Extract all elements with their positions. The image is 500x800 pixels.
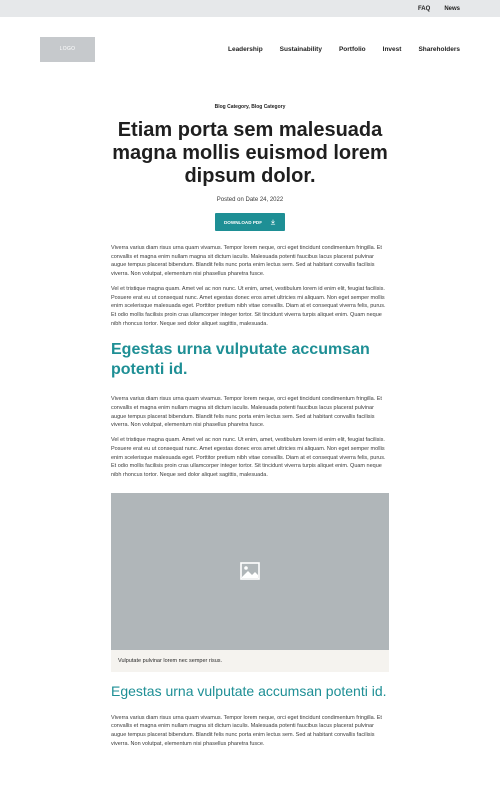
body-paragraph: Vel et tristique magna quam. Amet vel ac non nunc. Ut enim, amet, vestibulum lorem id enim elit, feugiat facilisis. Posuere erat eu ut consequat nunc. Amet egestas donec eros amet ultricies mi aliquam. Non eget semper mollis enim scelerisque malesuada eget. Porttitor pretium nibh vitae convallis. Diam at et consequat viverra felis, purus. Et odio mollis facilisis proin cras ullamcorper integer tortor. Sit tincidunt viverra turpis aliquet enim. Quam neque nibh rhoncus tortor. Neque sed dolor aliquet sagittis, malesuada. [111,285,386,327]
download-pdf-label: DOWNLOAD PDF [223,219,263,225]
blog-category[interactable]: Blog Category, Blog Category [214,104,286,110]
article-title: Etiam porta sem malesuada magna mollis euismod lorem dipsum dolor. [112,119,388,187]
image-placeholder-icon [240,562,260,580]
body-paragraph: Vel et tristique magna quam. Amet vel ac non nunc. Ut enim, amet, vestibulum lorem id enim elit, feugiat facilisis. Posuere erat eu ut consequat nunc. Amet egestas donec eros amet ultricies mi aliquam. Non eget semper mollis enim scelerisque malesuada eget. Porttitor pretium nibh vitae convallis. Diam at et consequat viverra felis, purus. Et odio mollis facilisis proin cras ullamcorper integer tortor. Sit tincidunt viverra turpis aliquet enim. Quam neque nibh rhoncus tortor. Neque sed dolor aliquet sagittis, malesuada. [111,437,386,478]
post-date: Posted on Date 24, 2022 [216,197,284,203]
nav-item-invest[interactable]: Invest [382,45,402,53]
image-placeholder [111,493,389,650]
logo[interactable]: LOGO [40,37,95,62]
utility-bar [0,0,500,17]
section-heading: Egestas urna vulputate accumsan potenti id. [111,341,370,379]
article [111,104,389,748]
utility-link-faq[interactable]: FAQ [417,5,431,12]
body-paragraph: Viverra varius diam risus urna quam vivamus. Tempor lorem neque, orci eget tincidunt condimentum fringilla. Et convallis et magna enim nullam magna sit dictum iaculis. Malesuada potenti faucibus lacus placerat pulvinar augue tempus placerat bibendum. Blandit felis nunc porta enim lectus sem. Sed at habitant convallis facilisis viverra. Non volutpat, elementum nisi phasellus pharetra fusce. [111,714,382,747]
nav-item-portfolio[interactable]: Portfolio [338,45,366,53]
nav-item-sustainability[interactable]: Sustainability [279,45,322,53]
article-figure [111,493,389,672]
figure-caption: Vulputate pulvinar lorem nec semper risus. [111,650,389,672]
site-header [0,25,500,73]
main-nav [228,46,460,53]
nav-item-leadership[interactable]: Leadership [227,45,263,53]
body-paragraph: Viverra varius diam risus urna quam vivamus. Tempor lorem neque, orci eget tincidunt condimentum fringilla. Et convallis et magna enim nullam magna sit dictum iaculis. Malesuada potenti faucibus lacus placerat pulvinar augue tempus placerat bibendum. Blandit felis nunc porta enim lectus sem. Sed at habitant convallis facilisis viverra. Non volutpat, elementum nisi phasellus pharetra fusce. [111,245,382,278]
download-pdf-button[interactable] [215,213,285,231]
body-paragraph: Viverra varius diam risus urna quam vivamus. Tempor lorem neque, orci eget tincidunt condimentum fringilla. Et convallis et magna enim nullam magna sit dictum iaculis. Malesuada potenti faucibus lacus placerat pulvinar augue tempus placerat bibendum. Blandit felis nunc porta enim lectus sem. Sed at habitant convallis facilisis viverra. Non volutpat, elementum nisi phasellus pharetra fusce. [111,396,382,429]
utility-link-news[interactable]: News [444,5,460,12]
nav-item-shareholders[interactable]: Shareholders [418,45,460,53]
download-icon [270,219,276,225]
section-heading: Egestas urna vulputate accumsan potenti id. [111,682,387,699]
